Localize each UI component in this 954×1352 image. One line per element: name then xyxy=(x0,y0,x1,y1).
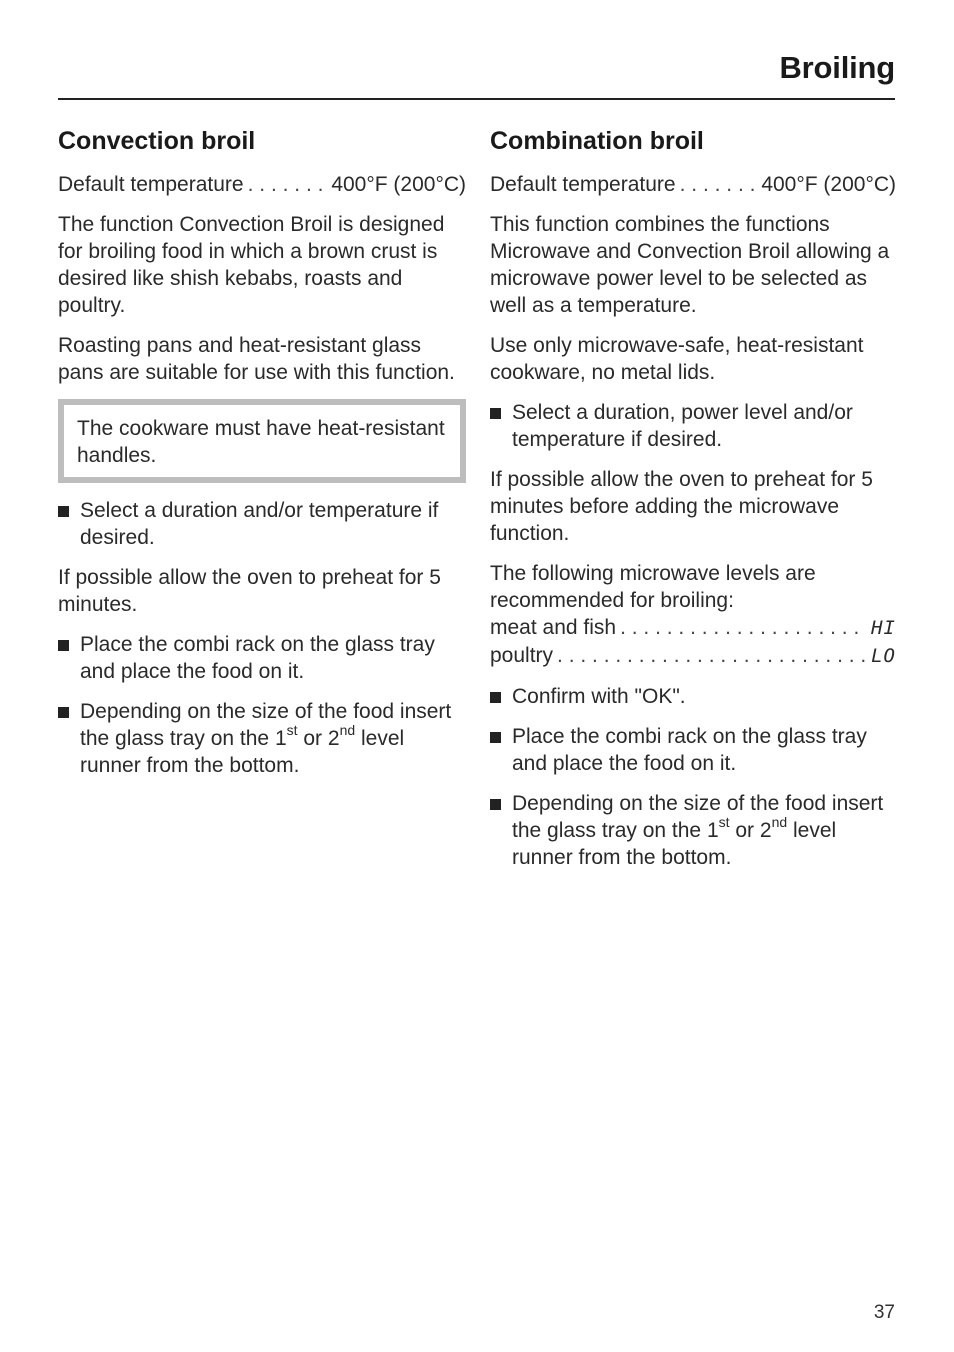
microwave-levels-block xyxy=(490,560,896,670)
description-paragraph: The function Convection Broil is designed for broiling food in which a brown crust is desired like shish kebabs, roasts and poultry. xyxy=(58,213,445,317)
instruction-bullet xyxy=(490,790,896,871)
description-paragraph: This function combines the functions Microwave and Convection Broil allowing a microwave power level to be selected as well as a temperature. xyxy=(490,213,890,317)
level-value: LO xyxy=(871,645,896,667)
bullet-square-icon xyxy=(58,698,80,779)
bullet-text: Depending on the size of the food insert the glass tray on the 1st or 2nd level runner from the bottom. xyxy=(512,792,884,869)
default-temperature-row xyxy=(58,171,466,198)
bullet-square-icon xyxy=(490,723,512,777)
combination-broil-section xyxy=(490,124,896,884)
bullet-text: Confirm with "OK". xyxy=(512,685,686,708)
bullet-text: Place the combi rack on the glass tray and place the food on it. xyxy=(512,725,867,775)
bullet-square-icon xyxy=(490,790,512,871)
section-heading: Convection broil xyxy=(58,127,256,155)
instruction-bullet xyxy=(490,683,896,710)
convection-broil-section xyxy=(58,124,466,792)
level-label: meat and fish xyxy=(490,616,617,639)
page-number: 37 xyxy=(873,1302,895,1323)
note-box xyxy=(58,399,466,483)
bullet-square-icon xyxy=(58,497,80,551)
bullet-text: Depending on the size of the food insert the glass tray on the 1st or 2nd level runner from the bottom. xyxy=(80,700,452,777)
leader-dots xyxy=(248,171,328,198)
bullet-text: Select a duration, power level and/or temperature if desired. xyxy=(512,401,853,451)
instruction-bullet xyxy=(490,723,896,777)
instruction-bullet xyxy=(58,497,466,551)
bullet-square-icon xyxy=(490,399,512,453)
page-title: Broiling xyxy=(779,50,895,85)
default-temperature-value: 400°F (200°C) xyxy=(331,173,466,196)
note-text: The cookware must have heat-resistant handles. xyxy=(77,417,445,467)
level-row xyxy=(490,614,896,642)
leader-dots xyxy=(620,614,867,641)
levels-intro: The following microwave levels are recommended for broiling: xyxy=(490,562,816,612)
preheat-paragraph: If possible allow the oven to preheat for 5 minutes before adding the microwave function. xyxy=(490,468,873,545)
title-divider xyxy=(58,98,895,100)
bullet-square-icon xyxy=(490,683,512,710)
leader-dots xyxy=(557,642,867,669)
instruction-bullet xyxy=(58,631,466,685)
section-heading: Combination broil xyxy=(490,127,704,155)
leader-dots xyxy=(680,171,758,198)
default-temperature-value: 400°F (200°C) xyxy=(761,173,896,196)
level-value: HI xyxy=(871,617,896,639)
bullet-text: Select a duration and/or temperature if desired. xyxy=(80,499,439,549)
default-temperature-row xyxy=(490,171,896,198)
instruction-bullet xyxy=(490,399,896,453)
cookware-paragraph: Use only microwave-safe, heat-resistant cookware, no metal lids. xyxy=(490,334,864,384)
default-temperature-label: Default temperature xyxy=(58,173,244,196)
instruction-bullet xyxy=(58,698,466,779)
level-label: poultry xyxy=(490,644,554,667)
default-temperature-label: Default temperature xyxy=(490,173,676,196)
bullet-text: Place the combi rack on the glass tray and place the food on it. xyxy=(80,633,435,683)
level-row xyxy=(490,642,896,670)
preheat-paragraph: If possible allow the oven to preheat for 5 minutes. xyxy=(58,566,441,616)
bullet-square-icon xyxy=(58,631,80,685)
cookware-paragraph: Roasting pans and heat-resistant glass pans are suitable for use with this function. xyxy=(58,334,455,384)
